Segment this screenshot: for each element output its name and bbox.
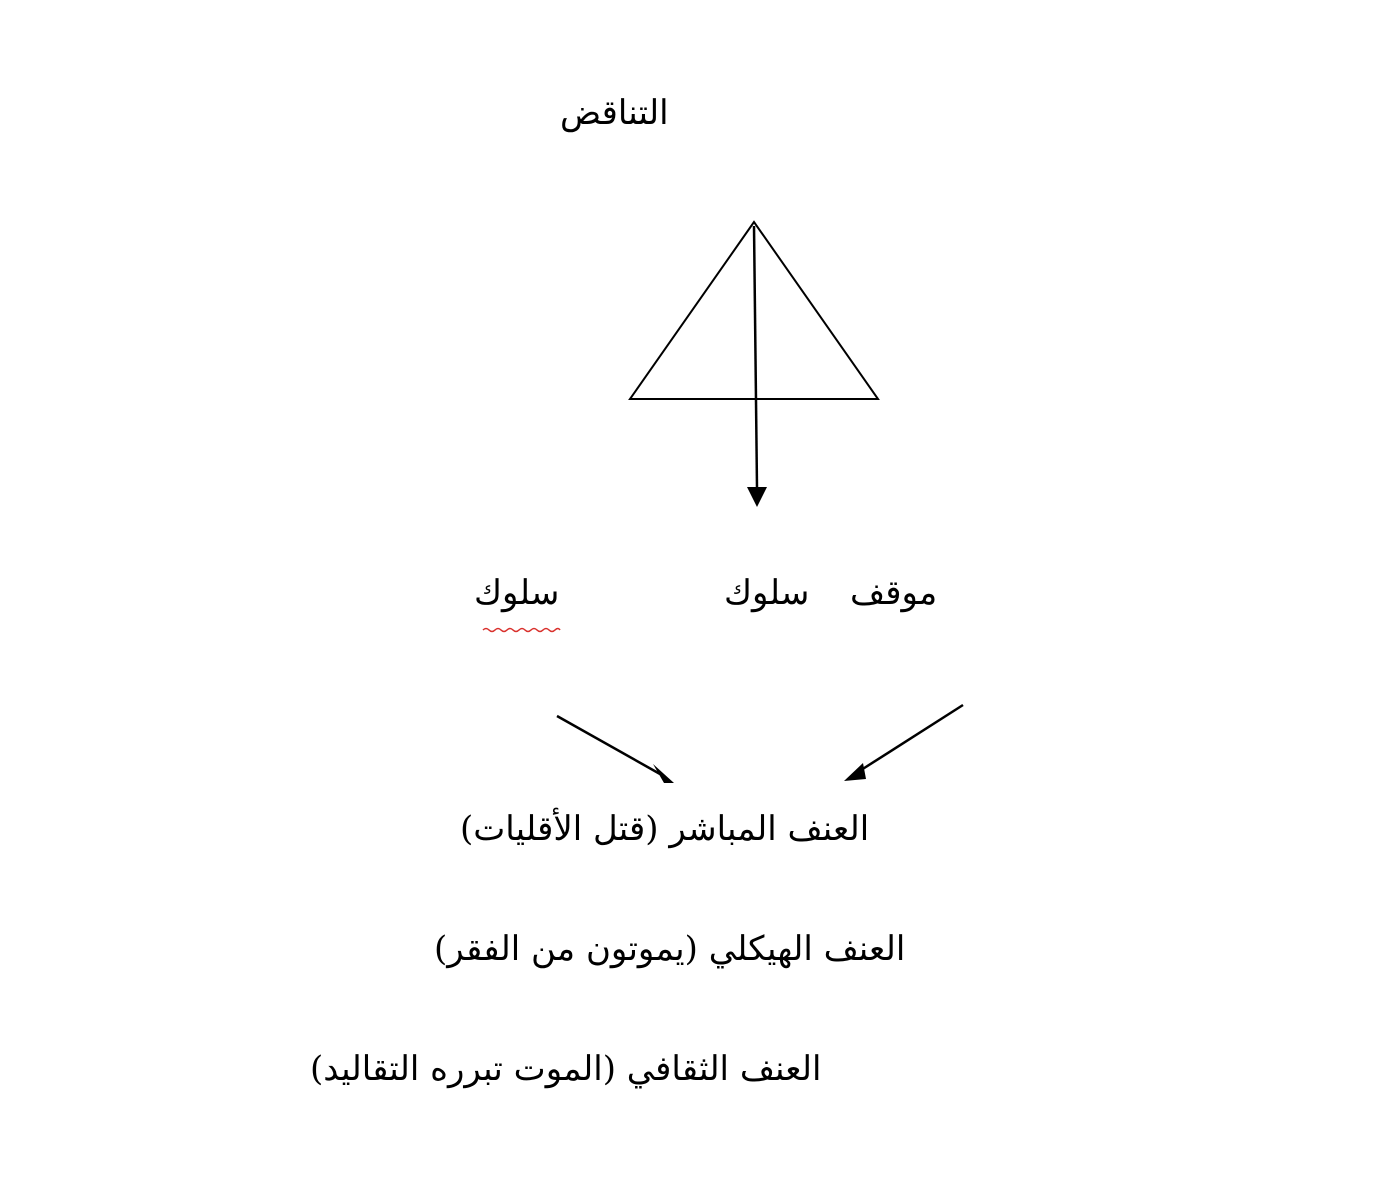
right-diagonal-arrow-shaft (858, 705, 963, 772)
attitude-label: موقف (850, 573, 938, 613)
left-diagonal-arrow-shaft (557, 716, 660, 774)
cultural-violence-label: العنف الثقافي (الموت تبرره التقاليد) (310, 1049, 822, 1089)
vertical-arrow-shaft (754, 226, 757, 488)
behavior-label-left: سلوك (474, 573, 560, 613)
left-diagonal-arrow-head (653, 764, 674, 783)
behavior-label-center: سلوك (724, 573, 810, 613)
vertical-arrow-head (747, 487, 767, 507)
structural-violence-label: العنف الهيكلي (يموتون من الفقر) (434, 929, 906, 969)
conflict-title: التناقض (560, 93, 669, 133)
right-diagonal-arrow-head (844, 763, 866, 781)
spellcheck-squiggle (483, 629, 560, 632)
direct-violence-label: العنف المباشر (قتل الأقليات) (460, 809, 870, 849)
